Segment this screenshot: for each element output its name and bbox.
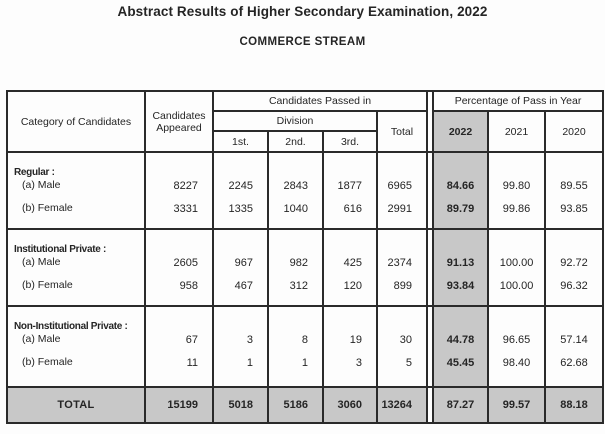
div2-cell xyxy=(268,152,323,229)
div1-cell xyxy=(213,152,268,229)
pct-2021-cell xyxy=(488,306,545,387)
cell-value: 44.78 xyxy=(446,334,475,346)
cell-value: 1040 xyxy=(283,203,308,215)
col-header-2nd: 2nd. xyxy=(268,131,323,152)
cell-value: 425 xyxy=(343,257,362,269)
row-label-male: (a) Male xyxy=(22,179,61,191)
row-label-female: (b) Female xyxy=(22,202,73,214)
cell-value: 3 xyxy=(246,334,253,346)
div3-cell xyxy=(323,229,377,306)
appeared-cell: 15199 xyxy=(145,387,213,423)
cell-value: 8 xyxy=(301,334,308,346)
page-title: Abstract Results of Higher Secondary Examination, 2022 xyxy=(117,4,488,19)
cell-value: 98.40 xyxy=(502,357,531,369)
cell-value: 93.84 xyxy=(446,280,475,292)
col-header-2022: 2022 xyxy=(433,111,488,152)
col-header-1st: 1st. xyxy=(213,131,268,152)
cell-value: 2991 xyxy=(387,203,413,215)
div3-cell: 3060 xyxy=(323,387,377,423)
row-label-male: (a) Male xyxy=(22,333,61,345)
appeared-cell xyxy=(145,306,213,387)
total-cell xyxy=(377,306,427,387)
section-title: Non-Institutional Private : xyxy=(14,321,128,332)
cell-value: 3 xyxy=(355,357,362,369)
cell-value: 1 xyxy=(246,357,253,369)
cell-value: 2605 xyxy=(173,257,198,269)
cell-value: 2245 xyxy=(228,180,253,192)
pct-2021-cell: 99.57 xyxy=(488,387,545,423)
cell-value: 967 xyxy=(234,257,253,269)
category-cell xyxy=(7,229,145,306)
total-cell: 13264 xyxy=(377,387,427,423)
div2-cell xyxy=(268,229,323,306)
row-label-female: (b) Female xyxy=(22,279,73,291)
pct-2021-cell xyxy=(488,229,545,306)
table-row-institutional-private xyxy=(7,229,603,306)
cell-value: 2374 xyxy=(387,257,413,269)
col-header-division: Division xyxy=(213,111,377,131)
row-label-female: (b) Female xyxy=(22,356,73,368)
cell-value: 67 xyxy=(185,334,198,346)
pct-2022-cell xyxy=(433,229,488,306)
pct-2022-cell xyxy=(433,306,488,387)
col-header-appeared: Candidates Appeared xyxy=(145,91,213,152)
cell-value: 982 xyxy=(289,257,308,269)
div2-cell: 5186 xyxy=(268,387,323,423)
div3-cell xyxy=(323,152,377,229)
page-subtitle: COMMERCE STREAM xyxy=(239,36,366,48)
table-row-regular xyxy=(7,152,603,229)
pct-2020-cell xyxy=(545,306,603,387)
cell-value: 8227 xyxy=(173,180,198,192)
cell-value: 1877 xyxy=(337,180,362,192)
table-row-total xyxy=(7,387,603,423)
cell-value: 45.45 xyxy=(446,357,475,369)
cell-value: 99.86 xyxy=(502,203,531,215)
cell-value: 100.00 xyxy=(499,280,534,292)
cell-value: 958 xyxy=(179,280,198,292)
cell-value: 11 xyxy=(186,357,198,369)
cell-value: 30 xyxy=(399,334,413,346)
cell-value: 96.65 xyxy=(502,334,531,346)
cell-value: 100.00 xyxy=(499,257,534,269)
cell-value: 91.13 xyxy=(446,257,475,269)
category-cell xyxy=(7,306,145,387)
pct-2020-cell xyxy=(545,229,603,306)
cell-value: 96.32 xyxy=(560,280,588,292)
div3-cell xyxy=(323,306,377,387)
appeared-cell xyxy=(145,152,213,229)
cell-value: 92.72 xyxy=(560,257,588,269)
pct-2022-cell: 87.27 xyxy=(433,387,488,423)
pct-2020-cell: 88.18 xyxy=(545,387,603,423)
col-header-2021: 2021 xyxy=(488,111,545,152)
cell-value: 89.55 xyxy=(560,180,588,192)
appeared-cell xyxy=(145,229,213,306)
pct-2022-cell xyxy=(433,152,488,229)
category-cell xyxy=(7,152,145,229)
total-cell xyxy=(377,152,427,229)
cell-value: 84.66 xyxy=(446,180,475,192)
table-row-non-institutional-private xyxy=(7,306,603,387)
cell-value: 616 xyxy=(343,203,362,215)
cell-value: 6965 xyxy=(387,180,413,192)
cell-value: 93.85 xyxy=(560,203,588,215)
pct-2020-cell xyxy=(545,152,603,229)
cell-value: 312 xyxy=(289,280,308,292)
total-cell xyxy=(377,229,427,306)
cell-value: 899 xyxy=(393,280,413,292)
div1-cell xyxy=(213,306,268,387)
results-table xyxy=(6,90,604,424)
col-header-passed-in: Candidates Passed in xyxy=(213,91,427,111)
cell-value: 1335 xyxy=(228,203,253,215)
col-header-2020: 2020 xyxy=(545,111,603,152)
cell-value: 2843 xyxy=(283,180,308,192)
cell-value: 1 xyxy=(301,357,308,369)
col-header-category: Category of Candidates xyxy=(7,91,145,152)
col-header-3rd: 3rd. xyxy=(323,131,377,152)
section-title: Institutional Private : xyxy=(14,244,107,255)
div1-cell: 5018 xyxy=(213,387,268,423)
cell-value: 57.14 xyxy=(560,334,588,346)
cell-value: 467 xyxy=(234,280,253,292)
table-gap xyxy=(427,131,433,152)
cell-value: 62.68 xyxy=(560,357,588,369)
section-title: Regular : xyxy=(14,167,55,178)
title-block xyxy=(0,4,605,48)
row-label-male: (a) Male xyxy=(22,256,61,268)
pct-2021-cell xyxy=(488,152,545,229)
cell-value: 3331 xyxy=(173,203,198,215)
total-label: TOTAL xyxy=(7,387,145,423)
cell-value: 89.79 xyxy=(446,203,475,215)
cell-value: 120 xyxy=(343,280,362,292)
div1-cell xyxy=(213,229,268,306)
col-header-pct-pass: Percentage of Pass in Year xyxy=(433,91,603,111)
cell-value: 99.80 xyxy=(502,180,531,192)
div2-cell xyxy=(268,306,323,387)
col-header-total: Total xyxy=(377,111,427,152)
cell-value: 5 xyxy=(405,357,413,369)
cell-value: 19 xyxy=(349,334,362,346)
